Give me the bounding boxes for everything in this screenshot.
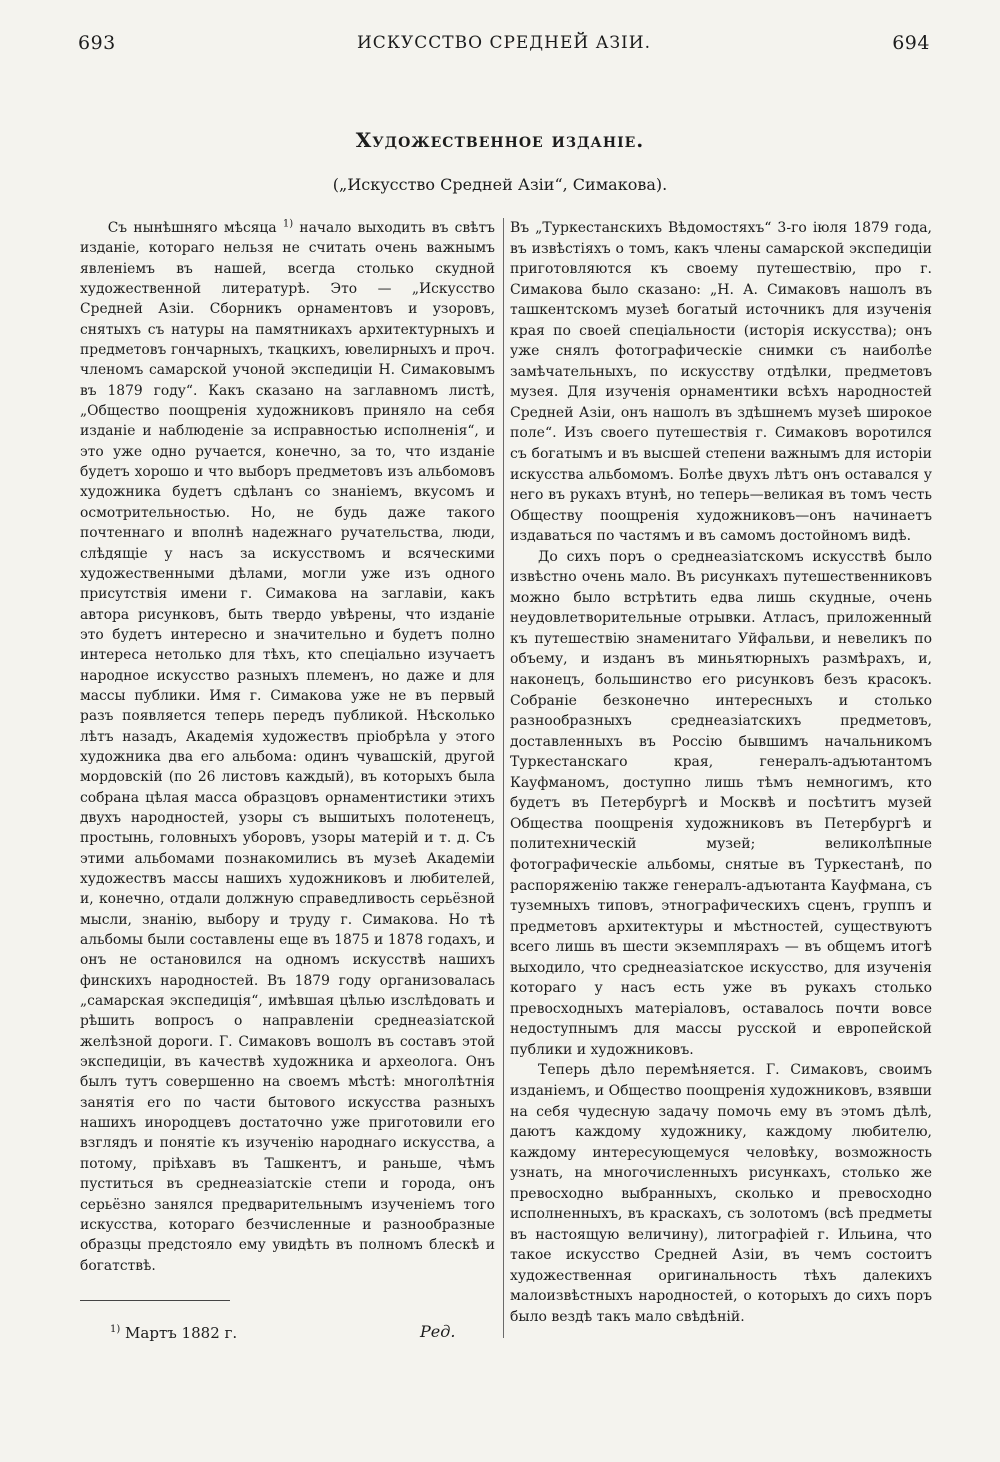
- paragraph-opening: Съ нынѣшняго мѣсяца: [107, 220, 277, 236]
- right-paragraph-2: До сихъ поръ о среднеазіатскомъ искусствѣ было извѣстно очень мало. Въ рисункахъ путешественниковъ можно было встрѣтить едва лишь скудные, очень неудовлетворительные отрывки. Атласъ, приложенный къ путешествію знаменитаго Уйфальви, и невеликъ по объему, и изданъ въ миньятюрныхъ размѣрахъ, и, наконецъ, большинство его рисунковъ безъ красокъ. Собраніе безконечно интересныхъ и столько разнообразныхъ среднеазіатскихъ предметовъ, доставленныхъ въ Россію бывшимъ начальникомъ Туркестанскаго края, генералъ-адъютантомъ Кауфманомъ, доступно лишь тѣмъ немногимъ, кто будетъ въ Петербургѣ и Москвѣ и посѣтитъ музей Общества поощренія художниковъ въ Петербургѣ и политехническій музей; великолѣпные фотографическіе альбомы, снятые въ Туркестанѣ, по распоряженію также генералъ-адъютанта Кауфмана, съ туземныхъ типовъ, этнографическихъ сценъ, группъ и предметовъ архитектуры и мѣстностей, существуютъ всего лишь въ шести экземплярахъ — въ общемъ итогѣ выходило, что среднеазіатское искусство, для изученія котораго у насъ есть уже въ рукахъ столько превосходныхъ матеріаловъ, оставалось почти вовсе недоступнымъ для массы русской и европейской публики и художниковъ.: [510, 548, 932, 1058]
- page-number-left: 693: [78, 32, 116, 54]
- paragraph-body: начало выходить въ свѣтъ изданіе, котораго нельзя не считать очень важнымъ явленіемъ въ нашей, всегда столько скудной художественной литературѣ. Это — „Искусство Средней Азіи. Сборникъ орнаментовъ и узоровъ, снятыхъ съ натуры на памятникахъ архитектурныхъ и предметовъ гончарныхъ, ткацкихъ, ювелирныхъ и проч. членомъ самарской учоной экспедиціи Н. Симаковымъ въ 1879 году“. Какъ сказано на заглавномъ листѣ, „Общество поощренія художниковъ приняло на себя изданіе и наблюденіе за исправностью исполненія“, и это уже одно ручается, конечно, за то, что изданіе будетъ хорошо и что выборъ предметовъ изъ альбомовъ художника будетъ сдѣланъ со знаніемъ, вкусомъ и осмотрительностью. Но, не будь даже такого почтеннаго и вполнѣ надежнаго ручательства, люди, слѣдящіе у насъ за искусствомъ и всяческими художественными дѣлами, могли уже изъ одного присутствія имени г. Симакова на заглавіи, какъ автора рисунковъ, быть твердо увѣрены, что изданіе это будетъ интересно и значительно и будетъ полно интереса нетолько для тѣхъ, кто спеціально изучаетъ народное искусство разныхъ племенъ, но даже и для массы публики. Имя г. Симакова уже не въ первый разъ появляется теперь передъ публикой. Нѣсколько лѣтъ назадъ, Академія художествъ пріобрѣла у этого художника два его альбома: одинъ чувашскій, другой мордовскій (по 26 листовъ каждый), въ которыхъ была собрана цѣлая масса образцовъ орнаментистики этихъ двухъ народностей, узоры съ вышитыхъ полотенецъ, простынь, головныхъ уборовъ, узоры матерій и т. д. Съ этими альбомами познакомились въ музеѣ Академіи художествъ массы нашихъ художниковъ и любителей, и, конечно, отдали должную справедливость серьёзной мысли, знанію, выбору и труду г. Симакова. Но тѣ альбомы были составлены еще въ 1875 и 1878 годахъ, и онъ не остановился на одномъ искусствѣ нашихъ финскихъ народностей. Въ 1879 году организовалась „самарская экспедиція“, имѣвшая цѣлью изслѣдовать и рѣшить вопросъ о направленіи среднеазіатской желѣзной дороги. Г. Симаковъ вошолъ въ составъ этой экспедиціи, въ качествѣ художника и археолога. Онъ былъ тутъ совершенно на своемъ мѣстѣ: многолѣтнія занятія его по части бытового искусства разныхъ нашихъ инородцевъ достаточно уже приготовили его взглядъ и понятіе къ изученію народнаго искусства, а потому, пріѣхавъ въ Ташкентъ, и раньше, чѣмъ пуститься въ среднеазіатскіе степи и города, онъ серьёзно занялся предварительнымъ изученіемъ того искусства, котораго безчисленные и разнообразные образцы предстояло ему увидѣть въ полномъ блескѣ и богатствѣ.: [80, 220, 495, 1274]
- running-title: ИСКУССТВО СРЕДНЕЙ АЗІИ.: [356, 33, 651, 53]
- footnote: [110, 1324, 237, 1342]
- footnote-reference: 1): [282, 218, 294, 230]
- footnote-text: Мартъ 1882 г.: [125, 1324, 238, 1342]
- page-header: [78, 28, 930, 58]
- editor-signature: Ред.: [420, 1322, 456, 1341]
- right-paragraph-1: Въ „Туркестанскихъ Вѣдомостяхъ“ 3-го іюля 1879 года, въ извѣстіяхъ о томъ, какъ члены самарской экспедиціи приготовляются къ своему путешествію, про г. Симакова было сказано: „Н. А. Симаковъ нашолъ въ ташкентскомъ музеѣ богатый источникъ для изученія края по своей спеціальности (исторія искусства); онъ уже снялъ фотографическіе снимки съ наиболѣе замѣчательныхъ, по искусству отдѣлки, предметовъ музея. Для изученія орнаментики всѣхъ народностей Средней Азіи, онъ нашолъ въ здѣшнемъ музеѣ широкое поле“. Изъ своего путешествія г. Симаковъ воротился съ богатымъ и въ высшей степени важнымъ для исторіи искусства альбомомъ. Болѣе двухъ лѣтъ онъ оставался у него въ рукахъ втунѣ, но теперь—великая въ томъ честь Обществу поощренія художниковъ—онъ начинаетъ издаваться по частямъ и въ самомъ достойномъ видѣ.: [510, 220, 932, 545]
- right-column: [510, 218, 932, 1328]
- right-paragraph-3: Теперь дѣло перемѣняется. Г. Симаковъ, своимъ изданіемъ, и Общество поощренія художниковъ, взявши на себя чудесную задачу помочь ему въ этомъ дѣлѣ, даютъ каждому художнику, каждому любителю, каждому интересующемуся человѣку, возможность узнать, на многочисленныхъ рисункахъ, столько же превосходно выбранныхъ, сколько и превосходно исполненныхъ, въ краскахъ, съ золотомъ (всѣ предметы въ настоящую величину), литографіей г. Ильина, что такое искусство Средней Азіи, въ чемъ состоитъ художественная оригинальность тѣхъ далекихъ малоизвѣстныхъ народностей, о которыхъ до сихъ поръ было вездѣ такъ мало свѣдѣній.: [510, 1062, 932, 1325]
- article-title: Художественное изданіе.: [355, 128, 645, 152]
- column-divider: [503, 218, 504, 1338]
- left-column: [80, 218, 495, 1276]
- footnote-rule: [80, 1300, 230, 1301]
- left-paragraph-1: [80, 218, 495, 1276]
- footnote-marker: 1): [110, 1324, 121, 1335]
- page-number-right: 694: [892, 32, 930, 54]
- article-subtitle: („Искусство Средней Азіи“, Симакова).: [332, 175, 668, 194]
